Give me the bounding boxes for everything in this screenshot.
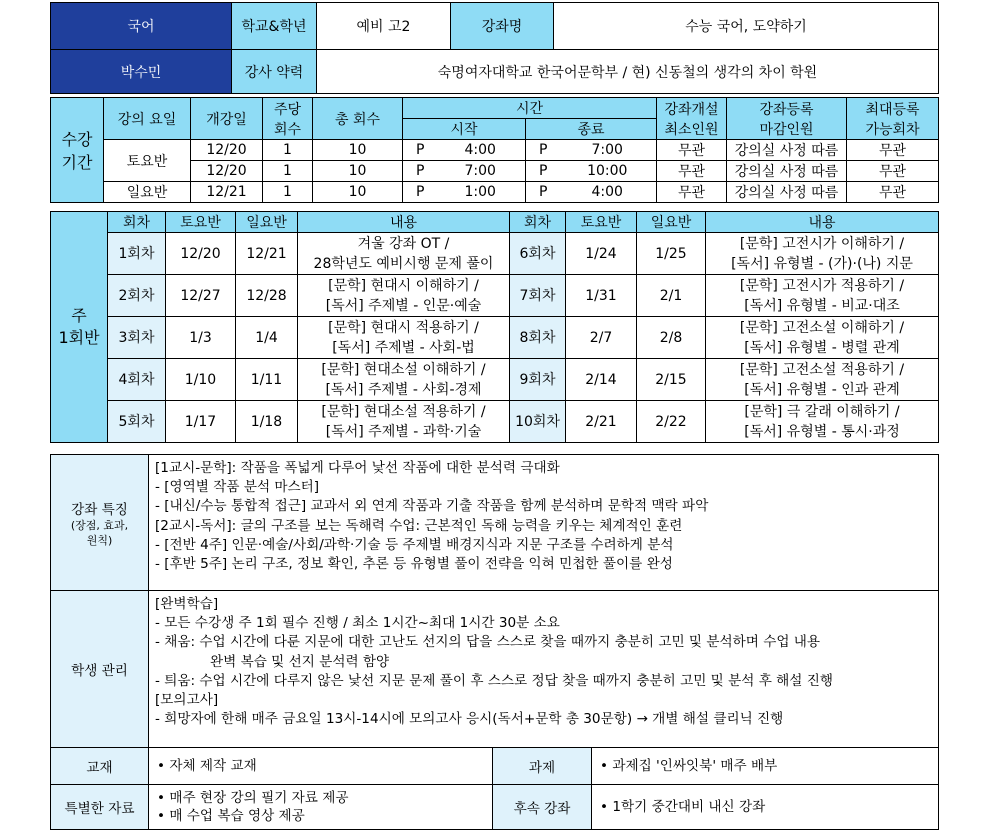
col-session: 회차	[108, 212, 166, 233]
session-sun-date: 2/15	[637, 359, 706, 401]
schedule-deadline: 강의실 사정 따름	[727, 182, 847, 203]
school-grade-value: 예비 고2	[317, 3, 451, 50]
textbook-label: 교재	[51, 748, 149, 785]
schedule-day: 일요반	[104, 182, 191, 203]
col-min: 강좌개설 최소인원	[657, 98, 727, 140]
management-label: 학생 관리	[51, 591, 149, 748]
weekly-row	[51, 359, 939, 401]
session-content: [문학] 현대시 이해하기 / [독서] 주제별 - 인문·예술	[298, 275, 510, 317]
features-text: [1교시-문학]: 작품을 폭넓게 다루어 낯선 작품에 대한 분석력 극대화 - [영역별 작품 분석 마스터] - [내신/수능 통합적 접근] 교과서 외 연계 작품과 기출 작품을 함께 분석하며 문학적 맥락 파악 [2교시-독서]: 글의 구조를 보는 독해력 수업: 근본적인 독해 능력을 키우는 체계적인 훈련 - [전반 4주] 인문·예술/사회/과학·기술 등 주제별 배경지식과 지문 구조를 수려하게 분석 - [후반 5주] 논리 구조, 정보 확인, 추론 등 유형별 풀이 전략을 익혀 민첩한 풀이를 완성	[149, 455, 939, 591]
session-number: 9회차	[510, 359, 566, 401]
session-sun-date: 12/28	[236, 275, 298, 317]
session-number: 5회차	[108, 401, 166, 443]
schedule-total: 10	[313, 182, 403, 203]
course-details-table	[50, 454, 939, 830]
col-total: 총 회수	[313, 98, 403, 140]
session-sun-date: 1/18	[236, 401, 298, 443]
col-content: 내용	[298, 212, 510, 233]
schedule-min: 무관	[657, 140, 727, 161]
schedule-start: 7:00	[436, 161, 526, 182]
session-number: 2회차	[108, 275, 166, 317]
session-number: 6회차	[510, 233, 566, 275]
session-sat-date: 1/31	[566, 275, 637, 317]
schedule-total: 10	[313, 161, 403, 182]
session-number: 4회차	[108, 359, 166, 401]
col-content: 내용	[706, 212, 939, 233]
teacher-bio-label: 강사 약력	[232, 50, 317, 94]
col-sun: 일요반	[236, 212, 298, 233]
management-text: [완벽학습] - 모든 수강생 주 1회 필수 진행 / 최소 1시간~최대 1시간 30분 소요 - 채움: 수업 시간에 다룬 지문에 대한 고난도 선지의 답을 스스로 찾을 때까지 충분히 고민 및 분석하며 수업 내용 완벽 복습 및 선지 분석력 함양 - 틔움: 수업 시간에 다루지 않은 낯선 지문 문제 풀이 후 스스로 정답 찾을 때까지 충분히 고민 및 분석 후 해설 진행 [모의고사] - 희망자에 한해 매주 금요일 13시-14시에 모의고사 응시(독서+문학 총 30문항) → 개별 해설 클리닉 진행	[149, 591, 939, 748]
schedule-deadline: 강의실 사정 따름	[727, 140, 847, 161]
course-header	[50, 2, 939, 94]
session-sat-date: 12/27	[166, 275, 236, 317]
weekly-plan-table	[50, 211, 939, 443]
schedule-start: 4:00	[436, 140, 526, 161]
schedule-start: 1:00	[436, 182, 526, 203]
schedule-total: 10	[313, 140, 403, 161]
session-content: [문학] 고전시가 적용하기 / [독서] 유형별 - 비교·대조	[706, 275, 939, 317]
schedule-side-label: 수강 기간	[51, 98, 104, 203]
col-sat: 토요반	[166, 212, 236, 233]
session-content: [문학] 현대시 적용하기 / [독서] 주제별 - 사회-법	[298, 317, 510, 359]
followup-course-label: 후속 강좌	[493, 785, 592, 830]
session-sun-date: 1/25	[637, 233, 706, 275]
schedule-start-ampm: P	[403, 140, 436, 161]
schedule-max: 무관	[847, 140, 939, 161]
col-time-end: 종료	[526, 119, 657, 140]
weekly-row	[51, 233, 939, 275]
teacher-name: 박수민	[51, 50, 232, 94]
weekly-row	[51, 275, 939, 317]
schedule-table	[50, 97, 939, 203]
weekly-side-label: 주 1회반	[51, 212, 108, 443]
schedule-max: 무관	[847, 161, 939, 182]
special-materials-value: • 매주 현장 강의 필기 자료 제공 • 매 수업 복습 영상 제공	[149, 785, 493, 830]
session-sat-date: 1/17	[166, 401, 236, 443]
session-number: 1회차	[108, 233, 166, 275]
session-number: 8회차	[510, 317, 566, 359]
schedule-weekly: 1	[263, 161, 313, 182]
session-content: [문학] 극 갈래 이해하기 / [독서] 유형별 - 통시·과정	[706, 401, 939, 443]
textbook-value: • 자체 제작 교재	[149, 748, 493, 785]
session-content: 겨울 강좌 OT / 28학년도 예비시행 문제 풀이	[298, 233, 510, 275]
session-sat-date: 1/24	[566, 233, 637, 275]
col-max: 최대등록 가능회차	[847, 98, 939, 140]
schedule-date: 12/20	[191, 161, 263, 182]
session-content: [문학] 고전소설 이해하기 / [독서] 유형별 - 병렬 관계	[706, 317, 939, 359]
schedule-max: 무관	[847, 182, 939, 203]
session-sun-date: 2/22	[637, 401, 706, 443]
session-sun-date: 12/21	[236, 233, 298, 275]
session-number: 7회차	[510, 275, 566, 317]
session-content: [문학] 현대소설 이해하기 / [독서] 주제별 - 사회-경제	[298, 359, 510, 401]
homework-label: 과제	[493, 748, 592, 785]
session-sat-date: 1/3	[166, 317, 236, 359]
col-sat: 토요반	[566, 212, 637, 233]
weekly-row	[51, 401, 939, 443]
col-session: 회차	[510, 212, 566, 233]
schedule-end: 4:00	[559, 182, 657, 203]
school-grade-label: 학교&학년	[232, 3, 317, 50]
features-label: 강좌 특징 (장점, 효과, 원칙)	[51, 455, 149, 591]
subject-title: 국어	[51, 3, 232, 50]
session-sat-date: 1/10	[166, 359, 236, 401]
schedule-row	[51, 182, 939, 203]
session-sat-date: 2/21	[566, 401, 637, 443]
session-sun-date: 1/4	[236, 317, 298, 359]
col-time: 시간	[403, 98, 657, 119]
schedule-weekly: 1	[263, 182, 313, 203]
schedule-deadline: 강의실 사정 따름	[727, 161, 847, 182]
weekly-row	[51, 317, 939, 359]
schedule-row	[51, 140, 939, 161]
col-time-start: 시작	[403, 119, 526, 140]
session-sat-date: 2/14	[566, 359, 637, 401]
schedule-end: 10:00	[559, 161, 657, 182]
schedule-weekly: 1	[263, 140, 313, 161]
schedule-day: 토요반	[104, 140, 191, 182]
session-content: [문학] 고전시가 이해하기 / [독서] 유형별 - (가)·(나) 지문	[706, 233, 939, 275]
session-sat-date: 12/20	[166, 233, 236, 275]
session-number: 10회차	[510, 401, 566, 443]
col-sun: 일요반	[637, 212, 706, 233]
schedule-end: 7:00	[559, 140, 657, 161]
homework-value: • 과제집 '인싸잇북' 매주 배부	[592, 748, 939, 785]
followup-course-value: • 1학기 중간대비 내신 강좌	[592, 785, 939, 830]
course-name-label: 강좌명	[451, 3, 554, 50]
session-sat-date: 2/7	[566, 317, 637, 359]
schedule-date: 12/21	[191, 182, 263, 203]
course-name-value: 수능 국어, 도약하기	[554, 3, 939, 50]
session-sun-date: 2/1	[637, 275, 706, 317]
special-materials-label: 특별한 자료	[51, 785, 149, 830]
schedule-start-ampm: P	[403, 161, 436, 182]
schedule-start-ampm: P	[403, 182, 436, 203]
session-number: 3회차	[108, 317, 166, 359]
col-start-date: 개강일	[191, 98, 263, 140]
col-day: 강의 요일	[104, 98, 191, 140]
schedule-min: 무관	[657, 161, 727, 182]
schedule-date: 12/20	[191, 140, 263, 161]
session-sun-date: 1/11	[236, 359, 298, 401]
schedule-min: 무관	[657, 182, 727, 203]
schedule-end-ampm: P	[526, 182, 559, 203]
session-content: [문학] 고전소설 적용하기 / [독서] 유형별 - 인과 관계	[706, 359, 939, 401]
col-per-week: 주당 회수	[263, 98, 313, 140]
schedule-end-ampm: P	[526, 140, 559, 161]
schedule-end-ampm: P	[526, 161, 559, 182]
teacher-bio-value: 숙명여자대학교 한국어문학부 / 현) 신동철의 생각의 차이 학원	[317, 50, 939, 94]
session-content: [문학] 현대소설 적용하기 / [독서] 주제별 - 과학·기술	[298, 401, 510, 443]
session-sun-date: 2/8	[637, 317, 706, 359]
col-deadline: 강좌등록 마감인원	[727, 98, 847, 140]
